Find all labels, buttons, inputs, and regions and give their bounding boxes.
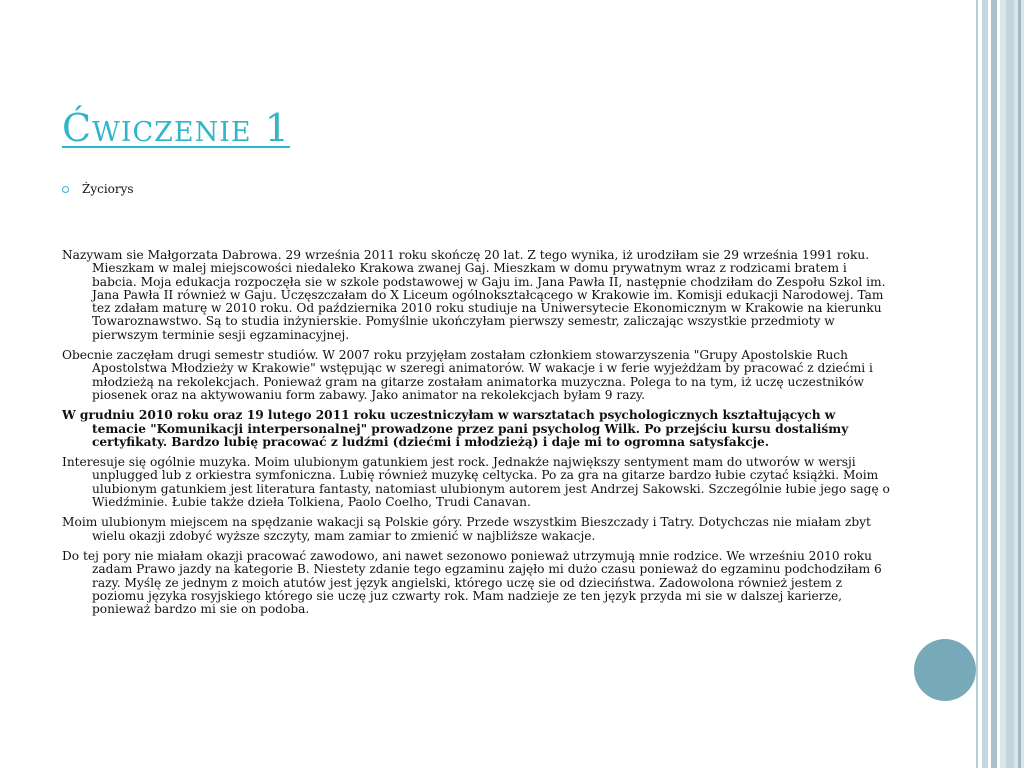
decorative-strip <box>1006 0 1014 768</box>
paragraph: Interesuje się ogólnie muzyka. Moim ulubionym gatunkiem jest rock. Jednakże największy sentyment mam do utworów w wersji unplugged lub z orkiestra symfoniczna. Lubię również muzykę celtycka. Po za gra na gitarze bardzo łubie czytać książki. Moim ulubionym gatunkiem jest literatura fantasty, natomiast ulubionym autorem jest Andrzej Sakowski. Szczególnie łubie jego sagę o Wiedźminie. Łubie także dzieła Tolkiena, Paolo Coelho, Trudi Canavan. <box>62 455 890 510</box>
decorative-strip <box>982 0 988 768</box>
paragraph: Obecnie zaczęłam drugi semestr studiów. W 2007 roku przyjęłam zostałam członkiem stowarzyszenia "Grupy Apostolskie Ruch Apostolstwa Młodzieży w Krakowie" wstępując w szeregi animatorów. W wakacje i w ferie wyjeżdżam by pracować z dziećmi i młodzieżą na rekolekcjach. Ponieważ gram na gitarze zostałam animatorka muzyczna. Polega to na tym, iż uczę uczestników piosenek oraz na aktywowaniu form zabawy. Jako animator na rekolekcjach byłam 9 razy. <box>62 348 873 402</box>
decorative-strip <box>976 0 978 768</box>
paragraph: W grudniu 2010 roku oraz 19 lutego 2011 roku uczestniczyłam w warsztatach psychologicznych kształtujących w temacie "Komunikacji interpersonalnej" prowadzone przez pani psycholog Wilk. Po przejściu kursu dostaliśmy certyfikaty. Bardzo lubię pracować z ludźmi (dziećmi i młodzieżą) i daje mi to ogromna satysfakcje. <box>62 408 849 449</box>
paragraph: Do tej pory nie miałam okazji pracować zawodowo, ani nawet sezonowo ponieważ utrzymują mnie rodzice. We wrześniu 2010 roku zadam Prawo jazdy na kategorie B. Niestety zdanie tego egzaminu zajęło mi dużo czasu ponieważ do egzaminu podchodziłam 6 razy. Myślę ze jednym z moich atutów jest język angielski, którego uczę sie od dzieciństwa. Zadowolona również jestem z poziomu języka rosyjskiego którego sie uczę juz czwarty rok. Mam nadzieje ze ten język przyda mi sie w dalszej karierze, ponieważ bardzo mi sie on podoba. <box>62 548 882 617</box>
slide-title: Ćwiczenie 1 <box>62 106 290 150</box>
decorative-strip <box>1018 0 1021 768</box>
paragraph: Moim ulubionym miejscem na spędzanie wakacji są Polskie góry. Przede wszystkim Bieszczady i Tatry. Dotychczas nie miałam zbyt wielu okazji zdobyć wyższe szczyty, mam zamiar to zmienić w najbliższe wakacje. <box>62 515 871 543</box>
body-text <box>62 249 892 623</box>
paragraph: Nazywam sie Małgorzata Dabrowa. 29 września 2011 roku skończę 20 lat. Z tego wynika, iż urodziłam sie 29 września 1991 roku. Mieszkam w malej miejscowości niedaleko Krakowa zwanej Gaj. Mieszkam w domu prywatnym wraz z rodzicami bratem i babcia. Moja edukacja rozpoczęła sie w szkole podstawowej w Gaju im. Jana Pawła II, następnie chodziłam do Zespołu Szkol im. Jana Pawła II również w Gaju. Uczęszczałam do X Liceum ogólnokształcącego w Krakowie im. Komisji edukacji Narodowej. Tam tez zdałam maturę w 2010 roku. Od października 2010 roku studiuje na Uniwersytecie Ekonomicznym w Krakowie na kierunku Towaroznawstwo. Są to studia inżynierskie. Pomyślnie ukończyłam pierwszy semestr, zaliczając wszystkie przedmioty w pierwszym terminie sesji egzaminacyjnej. <box>62 248 886 342</box>
bullet-item <box>62 182 134 196</box>
bullet-label: Życiorys <box>82 182 134 196</box>
circle-decoration-icon <box>914 639 976 701</box>
decorative-strip <box>991 0 997 768</box>
bullet-icon <box>62 186 69 193</box>
